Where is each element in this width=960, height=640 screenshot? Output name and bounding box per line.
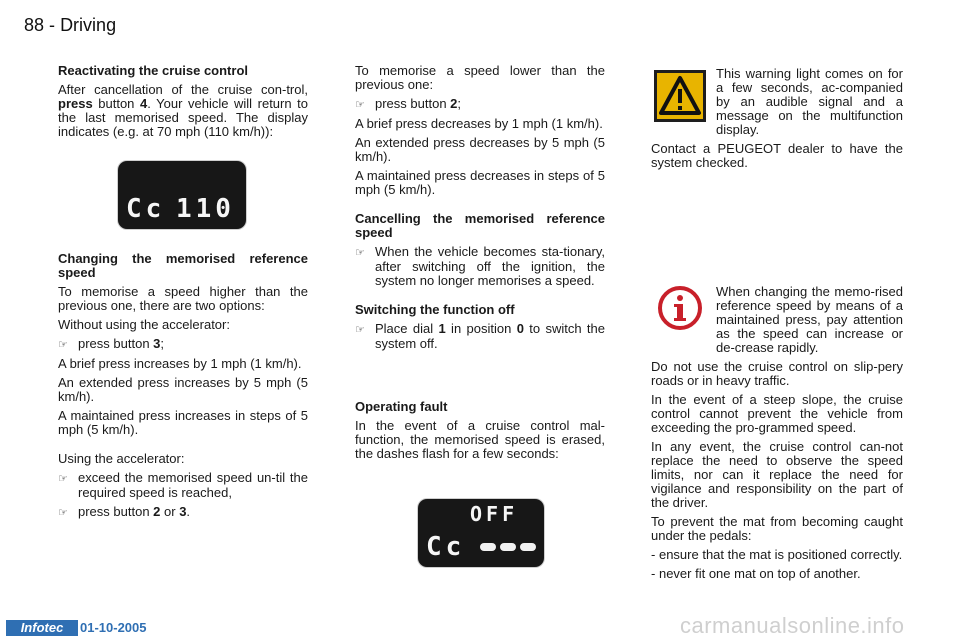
bullet-stationary: ☞ When the vehicle becomes sta-tionary, after switching off the ignition, the system no longer memorises a speed. — [355, 244, 605, 288]
paragraph-without-accelerator: Without using the accelerator: — [58, 317, 230, 332]
cruise-display-110 — [118, 161, 246, 229]
display-dash-2 — [500, 543, 516, 551]
page-header — [24, 14, 116, 36]
section-title: Driving — [60, 15, 117, 35]
paragraph-malfunction: In the event of a cruise control mal-function, the memorised speed is erased, the dashes flash for a few seconds: — [355, 418, 605, 461]
header-separator: - — [49, 15, 56, 35]
display-dash-1 — [480, 543, 496, 551]
spacer — [651, 175, 903, 285]
bullet-exceed-speed: ☞ exceed the memorised speed un-til the required speed is reached, — [58, 470, 308, 500]
column-middle — [355, 64, 605, 466]
bullet-press-2: ☞ press button 2; — [355, 96, 462, 111]
bullet-press-2-or-3: ☞ press button 2 or 3. — [58, 504, 191, 519]
bullet-hand-icon: ☞ — [355, 99, 365, 111]
paragraph-warning-light: This warning light comes on for a few seconds, ac-companied by an audible signal and a message on the multifunction display. — [716, 66, 903, 137]
bullet-hand-icon: ☞ — [355, 247, 365, 259]
display-speed-value: 110 — [176, 194, 235, 224]
watermark-url: carmanualsonline.info — [680, 613, 905, 638]
column-left — [58, 64, 308, 525]
paragraph-attention-speed: When changing the memo-rised reference speed by means of a maintained press, pay attention as the speed can increase or de-crease rapidly. — [716, 284, 903, 355]
paragraph-mat-intro: To prevent the mat from becoming caught under the pedals: — [651, 514, 903, 543]
paragraph-brief-decrease: A brief press decreases by 1 mph (1 km/h). — [355, 116, 603, 131]
bullet-press-3: ☞ press button 3; — [58, 336, 165, 351]
paragraph-contact-dealer: Contact a PEUGEOT dealer to have the system checked. — [651, 141, 903, 170]
bullet-place-dial: ☞ Place dial 1 in position 0 to switch the system off. — [355, 321, 606, 351]
bullet-hand-icon: ☞ — [355, 324, 365, 336]
paragraph-steep-slope: In the event of a steep slope, the cruise control cannot prevent the vehicle from exceeding the pro-grammed speed. — [651, 392, 903, 435]
display-dash-3 — [520, 543, 536, 551]
page-number: 88 — [24, 15, 45, 35]
display-cc-label: Cc — [126, 194, 166, 224]
paragraph-maintained-decrease: A maintained press decreases in steps of 5 mph (5 km/h). — [355, 168, 605, 197]
paragraph-maintained-increase: A maintained press increases in steps of 5 mph (5 km/h). — [58, 408, 308, 437]
heading-changing: Changing the memorised reference speed — [58, 251, 308, 280]
heading-cancelling: Cancelling the memorised reference speed — [355, 211, 605, 240]
heading-reactivating: Reactivating the cruise control — [58, 63, 248, 78]
paragraph-responsibility: In any event, the cruise control can-not replace the need to observe the speed limits, nor can it replace the need for vigilance and responsibility on the part of the driver. — [651, 439, 903, 510]
bullet-hand-icon: ☞ — [58, 473, 68, 485]
bullet-hand-icon: ☞ — [58, 339, 68, 351]
paragraph-extended-increase: An extended press increases by 5 mph (5 km/h). — [58, 375, 308, 404]
paragraph-two-options: To memorise a speed higher than the previous one, there are two options: — [58, 284, 308, 313]
heading-operating-fault: Operating fault — [355, 399, 448, 414]
info-icon — [656, 284, 704, 332]
heading-switching-off: Switching the function off — [355, 302, 515, 317]
paragraph-extended-decrease: An extended press decreases by 5 mph (5 km/h). — [355, 135, 605, 164]
display-off-label: OFF — [470, 502, 519, 526]
dash-item-mat-position: - ensure that the mat is positioned correctly. — [651, 547, 903, 562]
infotec-logo: Infotec — [6, 620, 78, 636]
paragraph-brief-increase: A brief press increases by 1 mph (1 km/h). — [58, 356, 302, 371]
footer-date: 01-10-2005 — [80, 620, 147, 635]
paragraph-slippery-roads: Do not use the cruise control on slip-pery roads or in heavy traffic. — [651, 359, 903, 388]
paragraph-reactivating: After cancellation of the cruise con-trol, press button 4. Your vehicle will return to the last memorised speed. The display indicates (e.g. at 70 mph (110 km/h)): — [58, 82, 308, 139]
display-cc-label: Cc — [426, 532, 466, 562]
paragraph-using-accelerator: Using the accelerator: — [58, 451, 185, 466]
spacer — [355, 356, 605, 400]
cruise-display-off — [418, 499, 544, 567]
dash-item-one-mat: - never fit one mat on top of another. — [651, 566, 861, 581]
bullet-hand-icon: ☞ — [58, 507, 68, 519]
paragraph-lower-speed: To memorise a speed lower than the previous one: — [355, 63, 605, 92]
